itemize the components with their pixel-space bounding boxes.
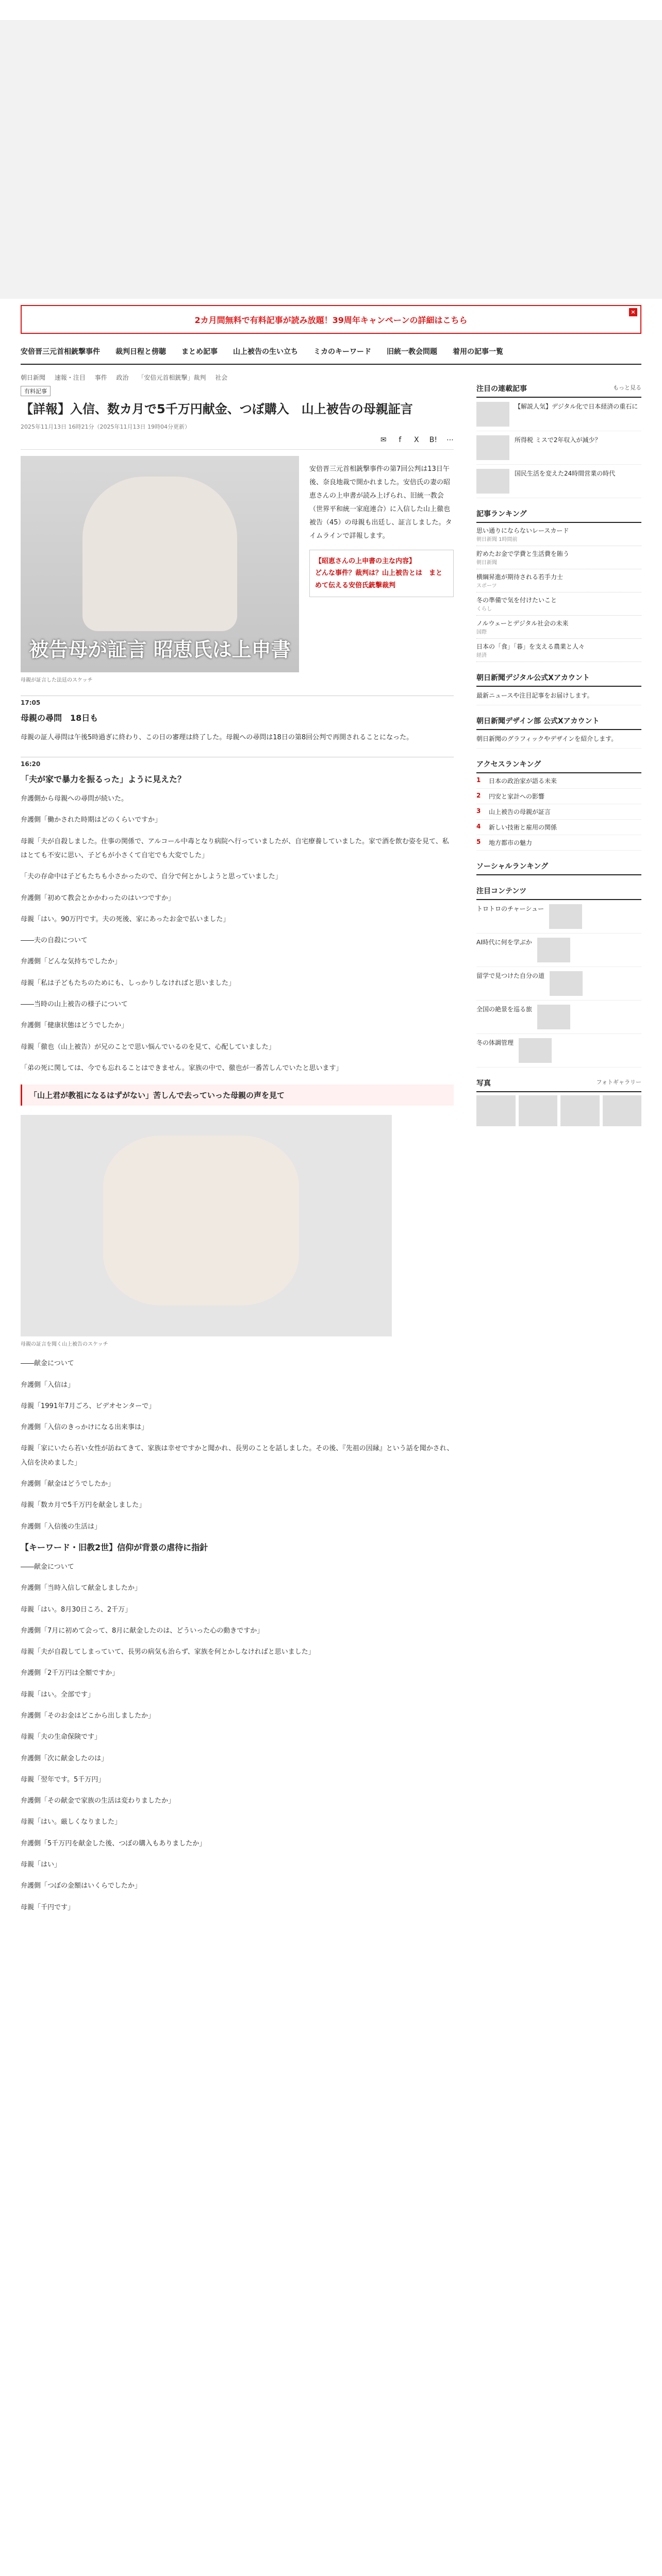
ranking-item[interactable]: 横綱昇進が期待される若手力士 スポーツ: [476, 569, 641, 592]
attention-item[interactable]: [476, 900, 641, 934]
ranking-source: スポーツ: [476, 583, 497, 589]
ranking-item[interactable]: 貯めたお金で学費と生活費を賄う 朝日新聞: [476, 546, 641, 569]
paragraph: 母親「徹也（山上被告）が兄のことで思い悩んでいるのを見て、心配していました」: [21, 1043, 275, 1051]
paragraph: 母親「はい。8月30日ころ、2千万」: [21, 1605, 132, 1614]
rank-number: 1: [476, 776, 481, 784]
paragraph: 弁護側「入信のきっかけになる出来事は」: [21, 1423, 148, 1432]
paragraph: 母親「1991年7月ごろ、ビデオセンターで」: [21, 1402, 156, 1410]
access-rank-item[interactable]: [476, 835, 641, 851]
related-link[interactable]: 【昭恵さんの上申書の主な内容】: [315, 557, 416, 565]
paragraph: 母親「はい。90万円です。夫の死後、家にあったお金で払いました」: [21, 915, 230, 923]
sidebar-heading: 記事ランキング: [476, 505, 641, 523]
rank-title[interactable]: 山上被告の母親が証言: [489, 808, 551, 816]
attention-title[interactable]: AI時代に何を学ぶか: [476, 939, 532, 946]
breadcrumb: [21, 373, 454, 382]
paid-tag: 有料記事: [21, 386, 51, 396]
paragraph: 弁護側「次に献金したのは」: [21, 1754, 108, 1762]
courtroom-sketch: [82, 477, 237, 631]
paragraph: 母親「家にいたら若い女性が訪ねてきて、家族は幸せですかと聞かれ、長男のことを話しました。その後、『先祖の因縁』という話を聞かされ、入信を決めました」: [21, 1445, 454, 1467]
feature-thumb: [476, 402, 509, 427]
ranking-item[interactable]: 日本の「食」「暮」を支える農業と人々 経済: [476, 639, 641, 662]
paragraph: ――当時の山上被告の様子について: [21, 1001, 128, 1009]
sidebar: [464, 365, 641, 1922]
section-time: 17:05: [21, 696, 454, 706]
attention-title[interactable]: トロトロのチャーシュー: [476, 905, 544, 913]
ad-banner[interactable]: [0, 21, 662, 299]
access-rank-item[interactable]: [476, 820, 641, 835]
paragraph: 母親「はい」: [21, 1861, 61, 1869]
feature-thumb: [476, 435, 509, 460]
lead-figure[interactable]: [21, 456, 299, 672]
photo-thumb[interactable]: [560, 1095, 600, 1126]
attention-title[interactable]: 全国の絶景を巡る旅: [476, 1006, 533, 1013]
lead-block: [21, 456, 454, 672]
share-tools: [21, 436, 454, 450]
timeline-sections: [21, 696, 454, 1075]
promo-banner[interactable]: [21, 305, 641, 334]
paragraph: 母親「千円です」: [21, 1903, 75, 1911]
facebook-icon[interactable]: f: [399, 435, 402, 444]
rank-title[interactable]: 円安と家計への影響: [489, 793, 545, 801]
paragraph: 弁護側「入信は」: [21, 1381, 75, 1389]
sidebar-feature-item[interactable]: [476, 398, 641, 431]
paragraph: 弁護側「献金はどうでしたか」: [21, 1480, 115, 1488]
attention-thumb: [537, 1005, 570, 1029]
access-rank-item[interactable]: [476, 789, 641, 804]
attention-item[interactable]: [476, 1034, 641, 1067]
attention-item[interactable]: [476, 934, 641, 967]
feature-title[interactable]: 所得税 ミスで2年収入が減少？: [515, 436, 601, 444]
article-title: 【詳報】入信、数カ月で5千万円献金、つぼ購入 山上被告の母親証言: [21, 402, 413, 416]
close-icon[interactable]: ×: [629, 308, 637, 316]
paragraph: 母親「夫の生命保険です」: [21, 1733, 102, 1741]
ranking-source: くらし: [476, 606, 492, 612]
feature-thumb: [476, 469, 509, 494]
paragraph: 母親「数カ月で5千万円を献金しました」: [21, 1501, 146, 1510]
paragraph: 母親の証人尋問は午後5時過ぎに終わり、この日の審理は終了した。母親への尋問は18日の第8回公判で再開されることになった。: [21, 733, 413, 741]
feature-title[interactable]: 【解説人気】デジタル化で日本経済の重石に: [515, 403, 638, 410]
paragraph: ――献金について: [21, 1360, 74, 1368]
paragraph: 弁護側から母親への尋問が続いた。: [21, 795, 128, 803]
sidebar-box: 朝日新聞のグラフィックやデザインを紹介します。: [476, 730, 641, 749]
paragraph: 母親「夫が自殺してしまっていて、長男の病気も治らず、家族を何とかしなければと思いました」: [21, 1648, 315, 1656]
sidebar-heading: ソーシャルランキング: [476, 858, 641, 875]
sidebar-feature-item[interactable]: [476, 431, 641, 465]
attention-title[interactable]: 留学で見つけた自分の道: [476, 972, 545, 980]
sidebar-heading: アクセスランキング: [476, 756, 641, 773]
section-heading: 【キーワード・旧教2世】信仰が背景の虐待に指針: [21, 1542, 208, 1552]
x-icon[interactable]: X: [413, 435, 419, 444]
attention-thumb: [550, 971, 583, 996]
sidebar-heading: 朝日新聞デザイン部 公式Xアカウント: [476, 713, 641, 730]
related-links-box: [309, 550, 454, 597]
mail-icon[interactable]: ✉: [380, 435, 387, 444]
breadcrumb-item[interactable]: 「安倍元首相銃撃」裁判: [138, 374, 206, 381]
sidebar-box: 最新ニュースや注目記事をお届けします。: [476, 687, 641, 705]
attention-thumb: [537, 938, 570, 962]
paragraph: 弁護側「働かされた時期はどのくらいですか」: [21, 816, 162, 824]
paragraph: 弁護側「入信後の生活は」: [21, 1522, 102, 1531]
photo-grid: [476, 1095, 641, 1126]
section-time: 16:20: [21, 757, 454, 768]
rank-number: 5: [476, 838, 481, 846]
paragraph: 母親「夫が自殺しました。仕事の関係で、アルコール中毒となり病院へ行っていましたが、自宅療養していました。家で酒を飲む姿を見て、私はとても不安に思い、子どもが小さくて自宅でも大変でした」: [21, 837, 449, 859]
second-figure[interactable]: [21, 1115, 392, 1336]
paragraph: ――献金について: [21, 1563, 74, 1571]
paragraph: 弁護側「5千万円を献金した後、つぼの購入もありましたか」: [21, 1839, 206, 1848]
photo-thumb[interactable]: [603, 1095, 642, 1126]
ranking-source: 国際: [476, 630, 487, 635]
nav-item[interactable]: ミカのキーワード: [313, 348, 371, 356]
bookmark-icon[interactable]: B!: [429, 435, 437, 444]
more-icon[interactable]: ⋯: [446, 435, 454, 444]
top-nav: [21, 339, 641, 365]
lead-paragraph: 安倍晋三元首相銃撃事件の第7回公判は13日午後、奈良地裁で開かれました。安倍氏の妻の昭恵さんの上申書が読み上げられ、旧統一教会（世界平和統一家庭連合）に入信した山上徹也被告（45）の母親も出廷し、証言しました。タイムラインで詳報します。: [309, 465, 452, 540]
rank-number: 2: [476, 792, 481, 800]
nav-item[interactable]: 旧統一教会問題: [387, 348, 437, 356]
highlight-link[interactable]: 「山上君が教祖になるはずがない」苦しんで去っていった母親の声を見て: [21, 1084, 454, 1106]
nav-item[interactable]: 安倍晋三元首相銃撃事件: [21, 348, 100, 356]
dateline: 2025年11月13日 16時21分（2025年11月13日 19時04分更新）: [21, 423, 190, 430]
paragraph: 弁護側「7月に初めて会って、8月に献金したのは、どういった心の動きですか」: [21, 1626, 264, 1635]
ranking-item[interactable]: ノルウェーとデジタル社会の未来 国際: [476, 616, 641, 639]
access-rank-item[interactable]: [476, 804, 641, 820]
sidebar-heading: 写真 フォトギャラリー: [476, 1075, 641, 1092]
attention-thumb: [519, 1038, 552, 1063]
paragraph: 弁護側「その献金で家族の生活は変わりましたか」: [21, 1797, 175, 1805]
paragraph: 弁護側「健康状態はどうでしたか」: [21, 1022, 128, 1030]
sidebar-feature-item[interactable]: [476, 465, 641, 498]
rank-title[interactable]: 新しい技術と雇用の関係: [489, 824, 557, 832]
paragraph: 弁護側「そのお金はどこから出しましたか」: [21, 1712, 155, 1720]
figure-headline: 被告母が証言 昭恵氏は上申書: [29, 638, 291, 661]
rank-title[interactable]: 地方都市の魅力: [489, 839, 533, 847]
rank-title[interactable]: 日本の政治家が語る未来: [489, 777, 557, 785]
ranking-item[interactable]: 冬の準備で気を付けたいこと くらし: [476, 592, 641, 616]
figure-caption: 母親が証言した法廷のスケッチ: [21, 677, 93, 683]
breadcrumb-item[interactable]: 事件: [94, 374, 107, 381]
photo-thumb[interactable]: [519, 1095, 558, 1126]
nav-item[interactable]: 着用の記事一覧: [453, 348, 503, 356]
rank-number: 4: [476, 823, 481, 831]
ranking-source: 朝日新聞 1時間前: [476, 537, 518, 543]
ranking-source: 朝日新聞: [476, 560, 497, 566]
figure-caption: 母親の証言を聞く山上被告のスケッチ: [21, 1342, 108, 1348]
attention-item[interactable]: [476, 1001, 641, 1034]
paragraph: 「弟の死に関しては、今でも忘れることはできません。家族の中で、徹也が一番苦しんでいたと思います」: [21, 1064, 343, 1072]
paragraph: 弁護側「つぼの金額はいくらでしたか」: [21, 1882, 141, 1890]
rank-number: 3: [476, 807, 481, 815]
breadcrumb-item[interactable]: 速報・注目: [54, 374, 86, 381]
paragraph: 母親「はい。厳しくなりました」: [21, 1818, 122, 1826]
paragraph: ――夫の自殺について: [21, 937, 88, 945]
nav-item[interactable]: まとめ記事: [181, 348, 218, 356]
sidebar-heading: 注目の連載記事 もっと見る: [476, 380, 641, 398]
photo-thumb[interactable]: [476, 1095, 516, 1126]
promo-text[interactable]: 2カ月間無料で有料記事が読み放題！39周年キャンペーンの詳細はこちら: [194, 315, 468, 325]
ranking-item[interactable]: 思い通りにならないレースカード 朝日新聞 1時間前: [476, 523, 641, 546]
paragraph: 母親「はい。全部です」: [21, 1690, 95, 1699]
related-link[interactable]: どんな事件？裁判は？山上被告とは まとめて伝える安倍氏銃撃裁判: [315, 569, 443, 589]
ranking-list: [476, 523, 641, 662]
paragraph: 弁護側「初めて教会とかかわったのはいつですか」: [21, 894, 175, 902]
attention-item[interactable]: [476, 967, 641, 1001]
paragraph: 「夫の存命中は子どもたちも小さかったので、自分で何とかしようと思っていました」: [21, 873, 282, 881]
article-main: [21, 365, 464, 1922]
breadcrumb-item[interactable]: 政治: [116, 374, 129, 381]
paragraph: 母親「私は子どもたちのためにも、しっかりしなければと思いました」: [21, 979, 236, 987]
nav-item[interactable]: 裁判日程と傍聴: [115, 348, 166, 356]
feature-title[interactable]: 国民生活を変えた24時間営業の時代: [515, 470, 616, 477]
attention-thumb: [549, 904, 582, 929]
breadcrumb-item[interactable]: 朝日新聞: [21, 374, 46, 381]
paragraph: 弁護側「当時入信して献金しましたか」: [21, 1584, 142, 1592]
access-rank-item[interactable]: [476, 773, 641, 789]
attention-title[interactable]: 冬の体調管理: [476, 1039, 514, 1047]
paragraph: 弁護側「どんな気持ちでしたか」: [21, 958, 121, 966]
paragraph: 弁護側「2千万円は全額ですか」: [21, 1669, 119, 1677]
section-heading: 「夫が家で暴力を振るった」ように見えた？: [21, 774, 186, 785]
paragraph: 母親「翌年です。5千万円」: [21, 1775, 105, 1784]
section-heading: 母親の尋問 18日も: [21, 713, 98, 723]
sidebar-heading: 注目コンテンツ: [476, 883, 641, 900]
ranking-source: 経済: [476, 653, 487, 658]
nav-item[interactable]: 山上被告の生い立ち: [233, 348, 298, 356]
breadcrumb-item[interactable]: 社会: [215, 374, 228, 381]
sidebar-heading: 朝日新聞デジタル公式Xアカウント: [476, 669, 641, 687]
top-bar: [0, 0, 662, 21]
timeline-sections-2: [21, 1357, 454, 1914]
courtroom-sketch-2: [103, 1136, 299, 1306]
